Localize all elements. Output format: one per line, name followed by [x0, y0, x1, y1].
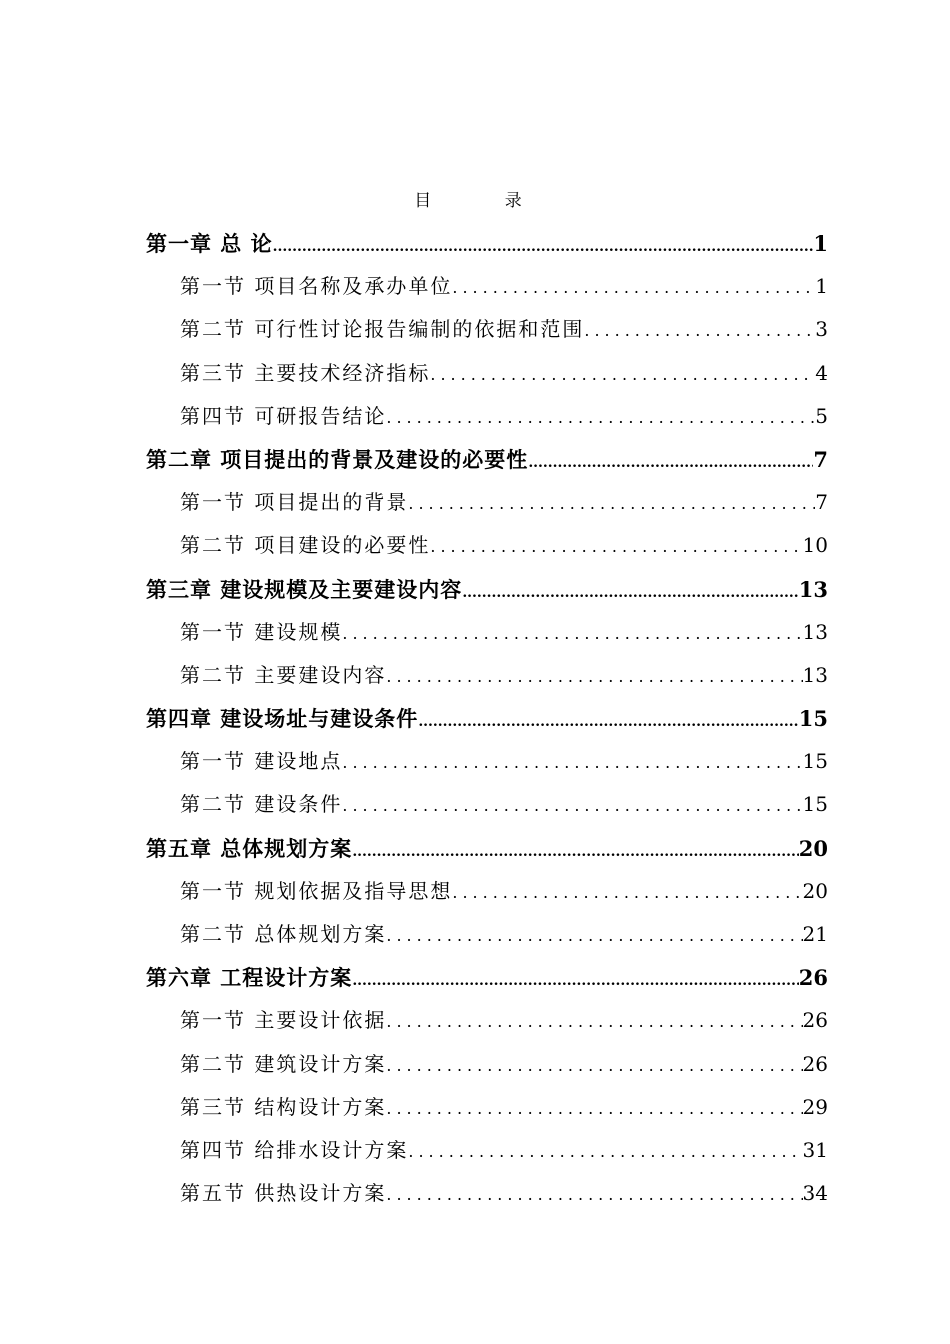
dot-leader — [342, 784, 802, 826]
toc-entry-label: 第五章 总体规划方案 — [146, 835, 353, 861]
toc-entry[interactable] — [146, 956, 828, 999]
toc-entry-label: 第一节 项目提出的背景 — [180, 490, 409, 515]
toc-entry[interactable] — [146, 870, 828, 913]
toc-entry[interactable] — [146, 611, 828, 654]
toc-entry[interactable] — [146, 352, 828, 395]
toc-entry-label: 第一节 主要设计依据 — [180, 1008, 387, 1033]
toc-page-number: 7 — [813, 446, 828, 472]
toc-page-number: 26 — [802, 1051, 828, 1076]
toc-entry-label: 第一章 总 论 — [146, 231, 273, 256]
dot-leader — [528, 442, 813, 481]
toc-page-number: 4 — [815, 360, 828, 385]
dot-leader — [342, 612, 802, 654]
toc-entry[interactable] — [146, 265, 828, 308]
toc-page-number: 26 — [802, 1008, 828, 1033]
toc-entry-label: 第三章 建设规模及主要建设内容 — [146, 576, 463, 602]
dot-leader — [386, 1044, 802, 1086]
toc-entry-label: 第一节 建设地点 — [180, 749, 343, 774]
toc-entry-label: 第一节 建设规模 — [180, 619, 343, 644]
toc-page-number: 21 — [802, 922, 828, 946]
dot-leader — [408, 1130, 802, 1172]
dot-leader — [462, 572, 798, 611]
dot-leader — [452, 871, 802, 913]
toc-page-number: 34 — [802, 1181, 828, 1206]
toc-page-number: 7 — [815, 490, 828, 515]
toc-entry-label: 第三节 结构设计方案 — [180, 1094, 387, 1119]
toc-entry[interactable] — [146, 1043, 828, 1086]
toc-entry[interactable] — [146, 999, 828, 1042]
toc-entry-label: 第二章 项目提出的背景及建设的必要性 — [146, 446, 529, 472]
toc-entry[interactable] — [146, 783, 828, 826]
toc-entry[interactable] — [146, 308, 828, 351]
toc-entry-label: 第二节 建设条件 — [180, 792, 343, 817]
dot-leader — [386, 1173, 802, 1215]
toc-entry[interactable] — [146, 1129, 828, 1172]
toc-entry[interactable] — [146, 827, 828, 870]
toc-entry-label: 第二节 建筑设计方案 — [180, 1051, 387, 1076]
dot-leader — [584, 309, 815, 351]
toc-entry[interactable] — [146, 524, 828, 567]
toc-page-number: 20 — [802, 878, 828, 903]
toc-entry[interactable] — [146, 1172, 828, 1215]
dot-leader — [386, 655, 802, 697]
dot-leader — [386, 1000, 802, 1042]
toc-entry-label: 第二节 总体规划方案 — [180, 922, 387, 946]
dot-leader — [352, 831, 798, 870]
toc-page-number: 20 — [798, 835, 828, 861]
dot-leader — [452, 266, 815, 308]
dot-leader — [386, 396, 815, 438]
dot-leader — [352, 960, 798, 999]
toc-entry[interactable] — [146, 1086, 828, 1129]
toc-entry-label: 第六章 工程设计方案 — [146, 965, 353, 991]
toc-entry[interactable] — [146, 697, 828, 740]
toc-page-number: 1 — [813, 231, 828, 256]
toc-page-number: 26 — [798, 965, 828, 991]
toc-entry[interactable] — [146, 438, 828, 481]
toc-entry[interactable] — [146, 481, 828, 524]
toc-page-number: 13 — [798, 576, 828, 602]
toc-page-number: 15 — [798, 706, 828, 732]
toc-entry-label: 第四节 给排水设计方案 — [180, 1137, 409, 1162]
dot-leader — [430, 353, 815, 395]
toc-entry[interactable] — [146, 913, 828, 956]
toc-page-number: 29 — [802, 1094, 828, 1119]
toc-entry[interactable] — [146, 395, 828, 438]
dot-leader — [418, 701, 798, 740]
toc-page-number: 15 — [802, 792, 828, 817]
table-of-contents — [146, 222, 828, 1215]
toc-entry-label: 第一节 规划依据及指导思想 — [180, 878, 453, 903]
toc-entry-label: 第一节 项目名称及承办单位 — [180, 274, 453, 299]
toc-page-number: 3 — [815, 317, 828, 342]
toc-page-number: 13 — [802, 619, 828, 644]
dot-leader — [386, 1087, 802, 1129]
toc-entry[interactable] — [146, 654, 828, 697]
toc-entry-label: 第三节 主要技术经济指标 — [180, 360, 431, 385]
toc-page-number: 15 — [802, 749, 828, 774]
dot-leader — [273, 226, 814, 265]
toc-page-number: 1 — [815, 274, 828, 299]
toc-page-number: 13 — [802, 662, 828, 687]
toc-entry[interactable] — [146, 222, 828, 265]
dot-leader — [386, 914, 802, 956]
toc-entry[interactable] — [146, 740, 828, 783]
toc-entry-label: 第二节 主要建设内容 — [180, 662, 387, 687]
dot-leader — [430, 525, 802, 567]
toc-entry-label: 第二节 项目建设的必要性 — [180, 533, 431, 558]
toc-title: 目 录 — [414, 191, 556, 211]
dot-leader — [342, 741, 802, 783]
toc-page-number: 10 — [802, 533, 828, 558]
toc-entry-label: 第四节 可研报告结论 — [180, 403, 387, 428]
toc-entry-label: 第二节 可行性讨论报告编制的依据和范围 — [180, 317, 585, 342]
dot-leader — [408, 482, 815, 524]
toc-entry[interactable] — [146, 568, 828, 611]
toc-entry-label: 第五节 供热设计方案 — [180, 1181, 387, 1206]
toc-page-number: 31 — [802, 1137, 828, 1162]
toc-page-number: 5 — [815, 403, 828, 428]
toc-entry-label: 第四章 建设场址与建设条件 — [146, 706, 419, 732]
